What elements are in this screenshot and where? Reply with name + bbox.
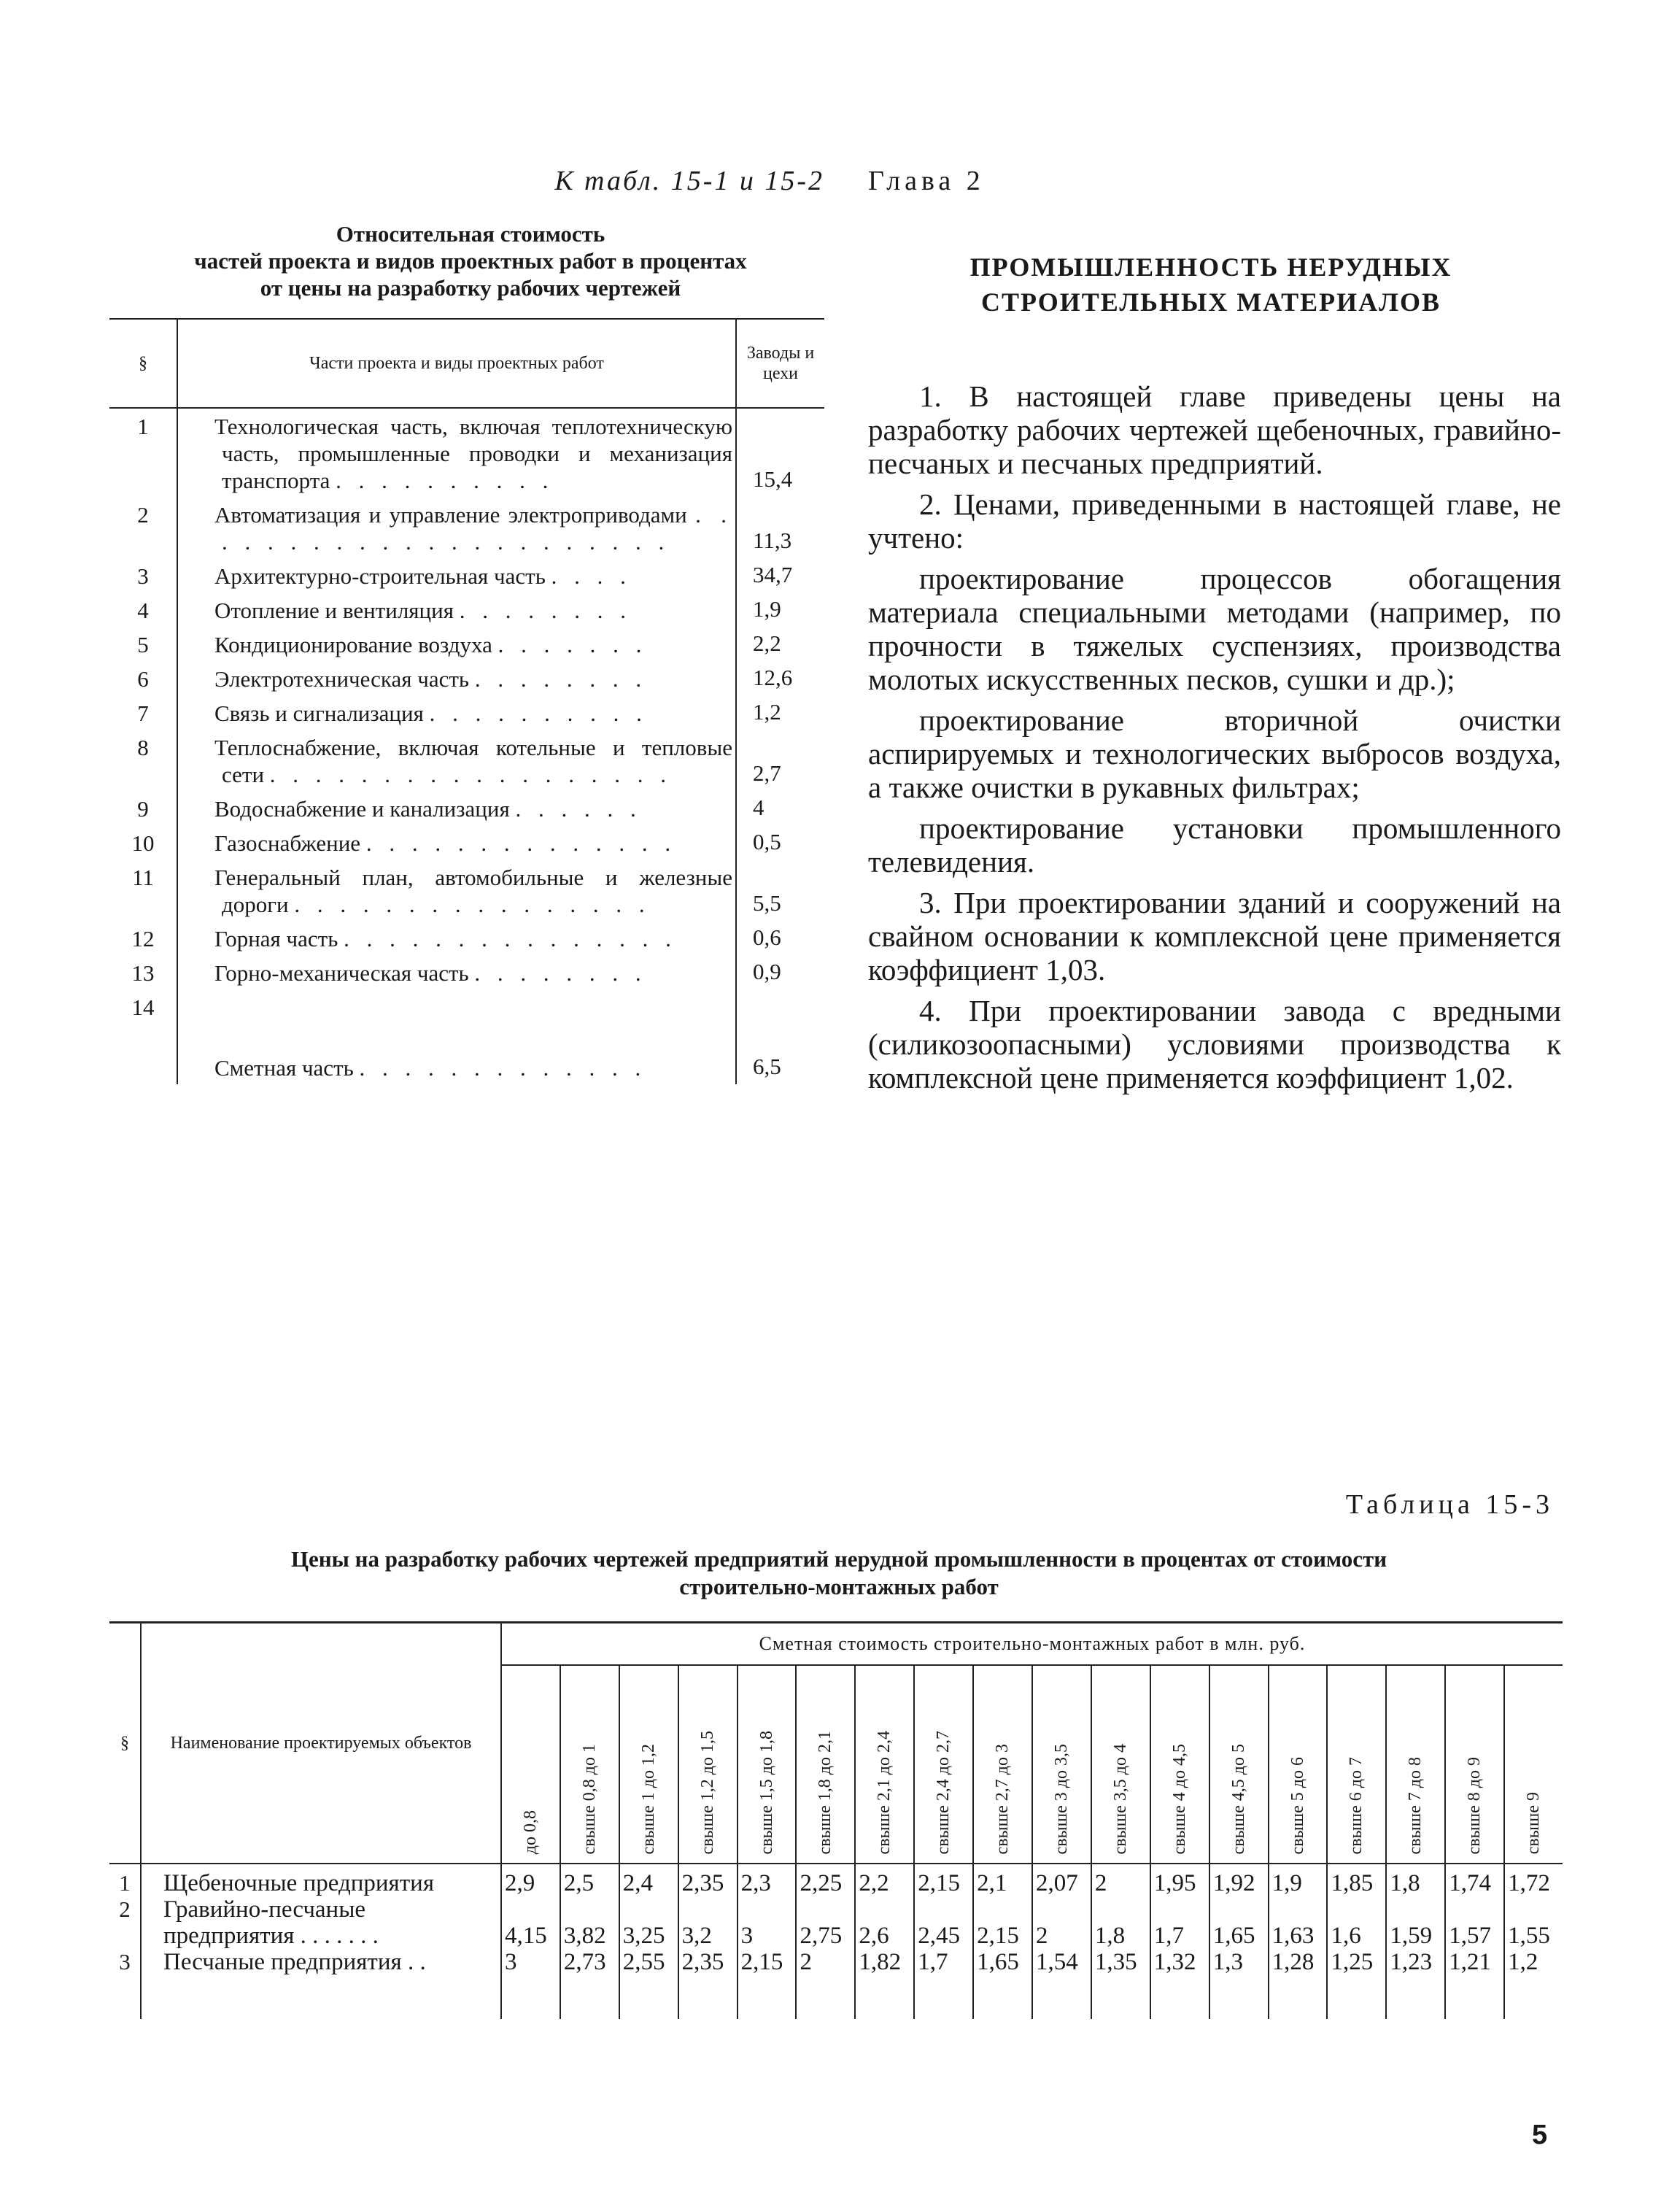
leader-dots: . . . . . . . . . . . . . . .: [344, 926, 677, 951]
price-cell: 2,45: [914, 1896, 973, 1949]
row-name: [177, 860, 736, 921]
empty-cell: [1386, 1975, 1445, 2019]
row-value: 0,5: [753, 829, 781, 854]
price-cell: 2,15: [973, 1896, 1032, 1949]
cost-range-label: свыше 2,7 до 3: [993, 1743, 1013, 1854]
paragraph: проектирование установки промышленного телевидения.: [868, 811, 1561, 879]
table-row: [109, 989, 824, 1084]
empty-cell: [109, 1975, 141, 2019]
price-cell: 2,15: [738, 1949, 797, 1975]
row-value: 6,5: [753, 1054, 781, 1079]
paragraph: 4. При проектировании завода с вредными (силикозоопасными) условиями производства к комплексной цене применяется коэффициент 1,02.: [868, 994, 1561, 1094]
row-name: [141, 1896, 501, 1949]
cost-range-label: свыше 9: [1524, 1791, 1544, 1854]
row-name-text: Кондиционирование воздуха: [214, 632, 492, 657]
empty-cell: [914, 1975, 973, 2019]
header-cost-range: [1091, 1665, 1150, 1864]
row-name-text: Гравийно-песчаные предприятия: [163, 1896, 366, 1949]
leader-dots: . . . . . . . . . . . . . . . . . .: [269, 762, 673, 787]
price-cell: 3,82: [560, 1896, 619, 1949]
row-name-text: Горная часть: [214, 926, 338, 951]
price-cell: 1,7: [914, 1949, 973, 1975]
price-cell: 1,72: [1508, 1870, 1550, 1896]
price-cell: 2,73: [560, 1949, 619, 1975]
table-row: [109, 955, 824, 989]
table-row: [109, 1864, 1563, 1896]
empty-cell: [1150, 1975, 1209, 2019]
table-row: [109, 497, 824, 558]
row-number: 8: [109, 730, 177, 791]
header-section: §: [109, 319, 177, 408]
row-value: 15,4: [753, 466, 793, 492]
empty-cell: [501, 1975, 560, 2019]
row-name: [177, 558, 736, 592]
row-name-text: Песчаные предприятия: [163, 1949, 402, 1975]
price-cell: 1,21: [1445, 1949, 1504, 1975]
leader-dots: . . . .: [551, 563, 632, 589]
price-cell: 1,28: [1269, 1949, 1328, 1975]
leader-dots: . . . . . . . .: [474, 666, 648, 692]
empty-cell: [1445, 1975, 1504, 2019]
empty-cell: [1209, 1975, 1269, 2019]
table-title: Цены на разработку рабочих чертежей предприятий нерудной промышленности в процентах от стоимости строительно-монтажных работ: [290, 1546, 1387, 1599]
price-cell: 1,92: [1209, 1864, 1269, 1896]
price-cell: 1,8: [1091, 1896, 1150, 1949]
row-name: [177, 661, 736, 695]
header-cost-range: [1269, 1665, 1328, 1864]
row-value: 5,5: [753, 890, 781, 916]
chapter-heading: Глава 2: [868, 166, 985, 196]
price-cell: 1,32: [1150, 1949, 1209, 1975]
section-title: ПРОМЫШЛЕННОСТЬ НЕРУДНЫХ СТРОИТЕЛЬНЫХ МАТЕРИАЛОВ: [969, 252, 1452, 317]
page-number: 5: [1532, 2120, 1548, 2150]
cost-range-label: свыше 1 до 1,2: [638, 1743, 658, 1854]
empty-cell: [560, 1975, 619, 2019]
price-cell: 2,1: [973, 1864, 1032, 1896]
header-cost-range: [501, 1665, 560, 1864]
cost-range-label: свыше 3,5 до 4: [1110, 1743, 1130, 1854]
table-label: Таблица 15-3: [1345, 1489, 1554, 1520]
row-name: [177, 408, 736, 497]
header-cost-range: [973, 1665, 1032, 1864]
price-cell: 2,6: [855, 1896, 914, 1949]
header-cost-range: [1032, 1665, 1091, 1864]
price-cell: 2: [1032, 1896, 1091, 1949]
row-name-text: Водоснабжение и канализация: [214, 796, 510, 822]
row-value: 0,6: [753, 924, 781, 950]
leader-dots: . . . . . . .: [498, 632, 648, 657]
row-number: 12: [109, 921, 177, 955]
price-cell: 3: [738, 1896, 797, 1949]
row-number: 13: [109, 955, 177, 989]
empty-cell: [619, 1975, 678, 2019]
header-cost-range: [678, 1665, 738, 1864]
table-row: [109, 408, 824, 497]
price-cell: 1,55: [1508, 1923, 1550, 1949]
price-table-header: [109, 1623, 1563, 1864]
header-cost-range: [1445, 1665, 1504, 1864]
leader-dots: . . . . . . .: [300, 1923, 379, 1949]
cost-range-label: свыше 0,8 до 1: [579, 1743, 599, 1854]
empty-cell: [973, 1975, 1032, 2019]
paragraph: 1. В настоящей главе приведены цены на разработку рабочих чертежей щебеночных, гравийно-песчаных и песчаных предприятий.: [868, 379, 1561, 480]
row-number: 7: [109, 695, 177, 730]
row-name: [177, 955, 736, 989]
paragraph: проектирование процессов обогащения материала специальными методами (например, по прочности в тяжелых суспензиях, производства молотых искусственных песков, сушки и др.);: [868, 562, 1561, 696]
price-cell: 1,25: [1327, 1949, 1386, 1975]
table-row: [109, 860, 824, 921]
table-header-row: [109, 1623, 1563, 1666]
header-section: §: [109, 1623, 141, 1864]
empty-cell: [796, 1975, 855, 2019]
row-name-text: Отопление и вентиляция: [214, 598, 454, 623]
row-number: 11: [109, 860, 177, 921]
price-cell: 1,7: [1150, 1896, 1209, 1949]
row-name-text: Горно-механическая часть: [214, 960, 469, 986]
cost-range-label: свыше 4,5 до 5: [1228, 1743, 1248, 1854]
row-name: [177, 497, 736, 558]
empty-cell: [141, 1975, 501, 2019]
row-value: 2,2: [753, 630, 781, 656]
row-value: 4: [753, 795, 764, 820]
row-value: 2,7: [753, 760, 781, 786]
header-cost-range: [1327, 1665, 1386, 1864]
chapter-body: [868, 379, 1561, 1102]
cost-range-label: свыше 7 до 8: [1406, 1756, 1425, 1854]
price-cell: 1,95: [1150, 1864, 1209, 1896]
price-cell: 1,9: [1269, 1864, 1328, 1896]
price-cell: 1,35: [1091, 1949, 1150, 1975]
table-row: [109, 921, 824, 955]
price-cell: 1,57: [1445, 1896, 1504, 1949]
row-name-text: Технологическая часть, включая теплотехническую часть, промышленные проводки и механизация транспорта: [214, 414, 732, 493]
header-cost-range: [796, 1665, 855, 1864]
row-name: [177, 592, 736, 627]
price-cell: 3,25: [619, 1896, 678, 1949]
row-name: [177, 627, 736, 661]
row-number: 3: [109, 558, 177, 592]
row-number: 3: [109, 1949, 141, 1975]
row-number: 4: [109, 592, 177, 627]
price-cell: 2,4: [619, 1864, 678, 1896]
row-value: 1,9: [753, 596, 781, 622]
header-cost-range: [560, 1665, 619, 1864]
row-name: [177, 825, 736, 860]
row-number: 2: [109, 1896, 141, 1949]
leader-dots: . . . . . . . . . . . . . .: [365, 830, 677, 856]
empty-cell: [1327, 1975, 1386, 2019]
price-cell: 1,23: [1386, 1949, 1445, 1975]
price-cell: 2,9: [501, 1864, 560, 1896]
table-row: [109, 791, 824, 825]
leader-dots: . . . . . . . . . . . . .: [359, 1055, 647, 1081]
table-reference: К табл. 15-1 и 15-2: [554, 166, 824, 196]
price-cell: 1,82: [855, 1949, 914, 1975]
cost-range-label: свыше 1,2 до 1,5: [697, 1730, 717, 1854]
row-name-text: Генеральный план, автомобильные и железные дороги: [214, 865, 732, 917]
header-cost-range: [738, 1665, 797, 1864]
row-name-text: Автоматизация и управление электроприводами: [214, 502, 687, 528]
row-name: [177, 730, 736, 791]
table-row: [109, 730, 824, 791]
price-cell: 1,63: [1269, 1896, 1328, 1949]
paragraph: проектирование вторичной очистки аспирируемых и технологических выбросов воздуха, а также очистки в рукавных фильтрах;: [868, 703, 1561, 804]
empty-cell: [1269, 1975, 1328, 2019]
table-row: [109, 1949, 1563, 1975]
row-name: [177, 989, 736, 1084]
paragraph: 2. Ценами, приведенными в настоящей главе, не учтено:: [868, 487, 1561, 555]
header-cost-group: Сметная стоимость строительно-монтажных работ в млн. руб.: [501, 1623, 1563, 1666]
row-number: 1: [109, 1864, 141, 1896]
price-cell: 2,3: [738, 1864, 797, 1896]
price-cell: 2,35: [678, 1864, 738, 1896]
empty-cell: [1032, 1975, 1091, 2019]
leader-dots: . . . . . .: [515, 796, 642, 822]
cost-range-label: свыше 4 до 4,5: [1169, 1743, 1189, 1854]
row-number: 2: [109, 497, 177, 558]
leader-dots: . .: [407, 1949, 426, 1975]
row-name-text: Теплоснабжение, включая котельные и тепловые сети: [214, 735, 732, 787]
cost-range-label: свыше 3 до 3,5: [1051, 1743, 1071, 1854]
row-name-text: Электротехническая часть: [214, 666, 470, 692]
row-number: 10: [109, 825, 177, 860]
price-cell: 1,8: [1386, 1864, 1445, 1896]
price-cell: 3: [501, 1949, 560, 1975]
paragraph: 3. При проектировании зданий и сооружений на свайном основании к комплексной цене применяется коэффициент 1,03.: [868, 886, 1561, 986]
price-cell: 1,54: [1032, 1949, 1091, 1975]
row-value: 12,6: [753, 665, 793, 690]
row-value: 0,9: [753, 959, 781, 984]
price-cell: 2,35: [678, 1949, 738, 1975]
cost-range-label: свыше 5 до 6: [1288, 1756, 1307, 1854]
cost-range-label: свыше 2,4 до 2,7: [934, 1730, 953, 1854]
price-cell: 2,2: [855, 1864, 914, 1896]
table-spacer-row: [109, 1975, 1563, 2019]
price-cell: 1,2: [1508, 1949, 1538, 1975]
price-cell: 1,59: [1386, 1896, 1445, 1949]
row-name-text: Архитектурно-строительная часть: [214, 563, 546, 589]
relative-cost-table: [109, 318, 824, 1084]
leader-dots: . . . . . . . .: [459, 598, 632, 623]
empty-cell: [738, 1975, 797, 2019]
table-row: [109, 1896, 1563, 1949]
cost-range-label: свыше 1,5 до 1,8: [756, 1730, 776, 1854]
price-cell: 1,6: [1327, 1896, 1386, 1949]
row-number: 9: [109, 791, 177, 825]
price-cell: 2: [1091, 1864, 1150, 1896]
empty-cell: [678, 1975, 738, 2019]
empty-cell: [1504, 1975, 1563, 2019]
row-name-text: Щебеночные предприятия: [163, 1870, 434, 1896]
price-cell: 3,2: [678, 1896, 738, 1949]
leader-dots: . . . . . . . . . . . . . . . . . . . . . .: [222, 502, 733, 555]
header-cost-range: [1209, 1665, 1269, 1864]
price-cell: 1,85: [1327, 1864, 1386, 1896]
table-row: [109, 695, 824, 730]
row-name-text: Связь и сигнализация: [214, 700, 424, 726]
table-header-row: [109, 319, 824, 408]
row-name-text: Сметная часть: [214, 1055, 354, 1081]
header-cost-range: [855, 1665, 914, 1864]
row-name: [177, 791, 736, 825]
price-cell: 2,25: [796, 1864, 855, 1896]
cost-range-label: до 0,8: [520, 1810, 540, 1854]
header-object-name: Наименование проектируемых объектов: [141, 1623, 501, 1864]
table-body: [109, 408, 824, 1084]
table-row: [109, 558, 824, 592]
price-table: [109, 1621, 1563, 2019]
row-value: 34,7: [753, 562, 793, 587]
row-value: 11,3: [753, 528, 792, 553]
price-cell: 2,15: [914, 1864, 973, 1896]
price-cell: 2,07: [1032, 1864, 1091, 1896]
leader-dots: . . . . . . . . . .: [429, 700, 648, 726]
row-name-text: Газоснабжение: [214, 830, 361, 856]
table-row: [109, 627, 824, 661]
row-number: 14: [109, 989, 177, 1084]
cost-range-label: свыше 1,8 до 2,1: [816, 1730, 835, 1854]
row-name: [141, 1864, 501, 1896]
price-cell: 1,74: [1445, 1864, 1504, 1896]
row-name: [141, 1949, 501, 1975]
leader-dots: . . . . . . . .: [474, 960, 647, 986]
header-cost-range: [1150, 1665, 1209, 1864]
header-cost-range: [1386, 1665, 1445, 1864]
table-row: [109, 661, 824, 695]
cost-range-label: свыше 8 до 9: [1465, 1756, 1484, 1854]
leader-dots: . . . . . . . . . . . . . . . .: [294, 892, 651, 917]
price-cell: 1,65: [973, 1949, 1032, 1975]
table-body: [109, 1864, 1563, 2019]
price-cell: 2,5: [560, 1864, 619, 1896]
row-value: 1,2: [753, 699, 781, 725]
row-number: 1: [109, 408, 177, 497]
table-row: [109, 825, 824, 860]
price-cell: 2,75: [796, 1896, 855, 1949]
row-number: 6: [109, 661, 177, 695]
empty-cell: [1091, 1975, 1150, 2019]
header-cost-range: [914, 1665, 973, 1864]
cost-range-label: свыше 2,1 до 2,4: [875, 1730, 894, 1854]
price-cell: 2: [796, 1949, 855, 1975]
header-plants: Заводы и цехи: [736, 319, 824, 408]
row-name: [177, 695, 736, 730]
price-cell: 4,15: [501, 1896, 560, 1949]
header-cost-range: [1504, 1665, 1563, 1864]
cost-range-label: свыше 6 до 7: [1347, 1756, 1366, 1854]
header-cost-range: [619, 1665, 678, 1864]
leader-dots: . . . . . . . . . .: [336, 468, 554, 493]
row-name: [177, 921, 736, 955]
table-title: Относительная стоимость частей проекта и видов проектных работ в процентах от цены на разработку рабочих чертежей: [194, 221, 747, 301]
empty-cell: [855, 1975, 914, 2019]
price-cell: 2,55: [619, 1949, 678, 1975]
price-cell: 1,65: [1209, 1896, 1269, 1949]
table-row: [109, 592, 824, 627]
header-parts: Части проекта и виды проектных работ: [177, 319, 736, 408]
price-cell: 1,3: [1209, 1949, 1269, 1975]
row-number: 5: [109, 627, 177, 661]
